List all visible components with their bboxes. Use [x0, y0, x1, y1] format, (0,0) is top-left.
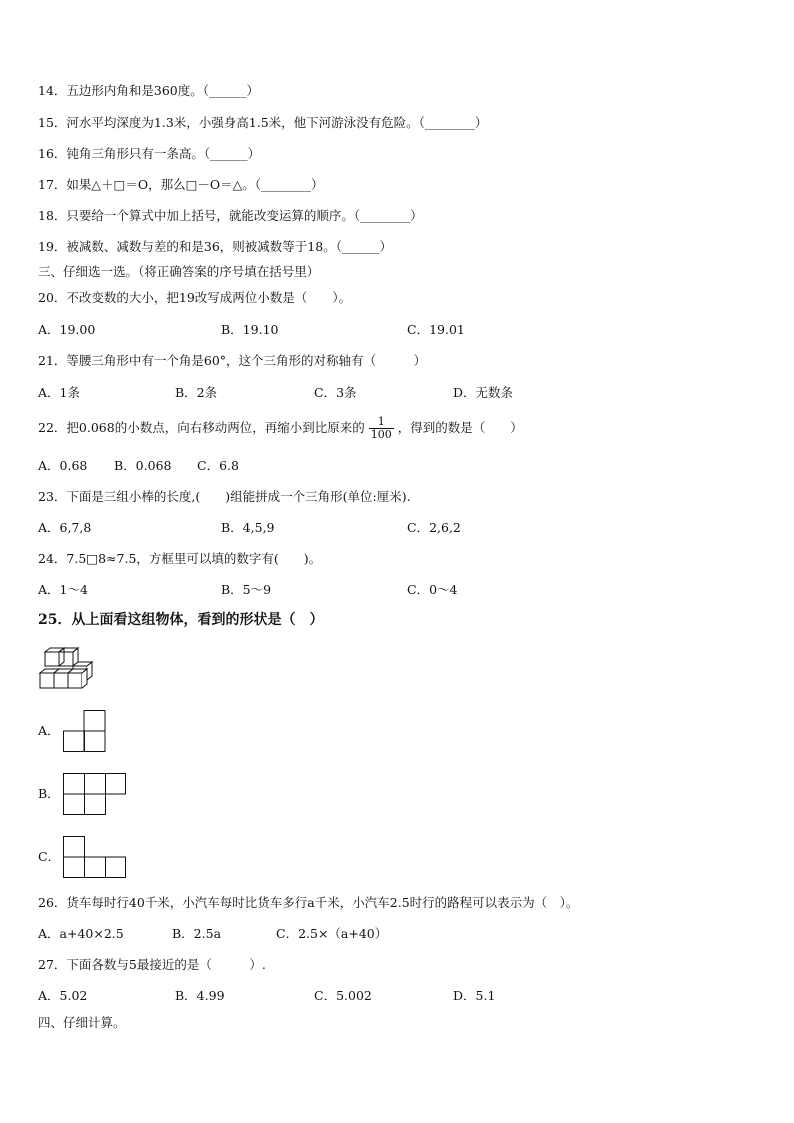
- section-4-heading: 四、仔细计算。: [38, 1015, 126, 1030]
- fraction-numerator: 1: [369, 416, 394, 429]
- square: [64, 837, 85, 858]
- q21-option-a: A．1条: [38, 385, 80, 400]
- square: [84, 731, 105, 752]
- q25-option-b-label: B．: [38, 786, 60, 801]
- q25-option-c-shape: [63, 836, 127, 878]
- question-20: 20．不改变数的大小，把19改写成两位小数是（ ）。: [38, 290, 352, 305]
- q27-option-a: A．5.02: [38, 988, 88, 1003]
- q22-option-b: B．0.068: [114, 458, 172, 473]
- square: [85, 794, 106, 815]
- q22-text-before: 22．把0.068的小数点，向右移动两位，再缩小到比原来的: [38, 420, 365, 435]
- q23-option-b: B．4,5,9: [221, 520, 275, 535]
- q23-option-a: A．6,7,8: [38, 520, 92, 535]
- q24-option-b: B．5～9: [221, 582, 272, 597]
- q24-option-a: A．1～4: [38, 582, 88, 597]
- q27-option-d: D．5.1: [453, 988, 496, 1003]
- question-27: 27．下面各数与5最接近的是（ ）.: [38, 957, 266, 972]
- q20-option-b: B．19.10: [221, 322, 279, 337]
- question-21: 21．等腰三角形中有一个角是60°，这个三角形的对称轴有（ ）: [38, 353, 427, 368]
- q21-option-b: B．2条: [175, 385, 218, 400]
- cube: [68, 669, 87, 688]
- square: [106, 774, 126, 795]
- q26-option-a: A．a+40×2.5: [38, 926, 124, 941]
- q20-option-a: A．19.00: [38, 322, 96, 337]
- question-14: 14．五边形内角和是360度。（______）: [38, 83, 260, 98]
- q24-option-c: C．0～4: [407, 582, 458, 597]
- square: [64, 774, 85, 795]
- q25-option-a-shape: [63, 710, 107, 752]
- cube-group-figure: [38, 648, 102, 692]
- question-23: 23．下面是三组小棒的长度,( )组能拼成一个三角形(单位:厘米).: [38, 489, 411, 504]
- section-3-heading: 三、仔细选一选。（将正确答案的序号填在括号里）: [38, 264, 320, 279]
- question-24: 24．7.5□8≈7.5，方框里可以填的数字有( )。: [38, 551, 322, 566]
- q25-option-b-shape: [63, 773, 127, 815]
- q20-option-c: C．19.01: [407, 322, 465, 337]
- question-18: 18．只要给一个算式中加上括号，就能改变运算的顺序。（________）: [38, 208, 423, 223]
- q22-option-c: C．6.8: [197, 458, 239, 473]
- q21-option-d: D．无数条: [453, 385, 514, 400]
- q22-text-after: ，得到的数是（ ）: [397, 420, 523, 435]
- question-25: 25．从上面看这组物体，看到的形状是（ ）: [38, 612, 324, 628]
- question-19: 19．被减数、减数与差的和是36，则被减数等于18。（______）: [38, 239, 392, 254]
- fraction-denominator: 100: [370, 428, 392, 441]
- question-22: [38, 414, 523, 442]
- q27-option-b: B．4.99: [175, 988, 225, 1003]
- q25-option-a-label: A．: [38, 723, 60, 738]
- question-17: 17．如果△＋□＝O，那么□－O＝△。（________）: [38, 177, 324, 192]
- q26-option-b: B．2.5a: [172, 926, 222, 941]
- q25-option-c-label: C．: [38, 849, 61, 864]
- question-16: 16．钝角三角形只有一条高。（______）: [38, 146, 261, 161]
- fraction-one-hundredth: [369, 416, 394, 441]
- square: [64, 731, 85, 752]
- q26-option-c: C．2.5×（a+40）: [276, 926, 388, 941]
- q21-option-c: C．3条: [314, 385, 357, 400]
- q27-option-c: C．5.002: [314, 988, 372, 1003]
- question-15: 15．河水平均深度为1.3米，小强身高1.5米，他下河游泳没有危险。（________）: [38, 115, 488, 130]
- square: [106, 857, 126, 878]
- q22-option-a: A．0.68: [38, 458, 88, 473]
- square: [85, 774, 106, 795]
- question-26: 26．货车每时行40千米，小汽车每时比货车多行a千米，小汽车2.5时行的路程可以表示为（ ）。: [38, 895, 579, 910]
- square: [85, 857, 106, 878]
- q23-option-c: C．2,6,2: [407, 520, 461, 535]
- square: [84, 711, 105, 732]
- square: [64, 857, 85, 878]
- square: [64, 794, 85, 815]
